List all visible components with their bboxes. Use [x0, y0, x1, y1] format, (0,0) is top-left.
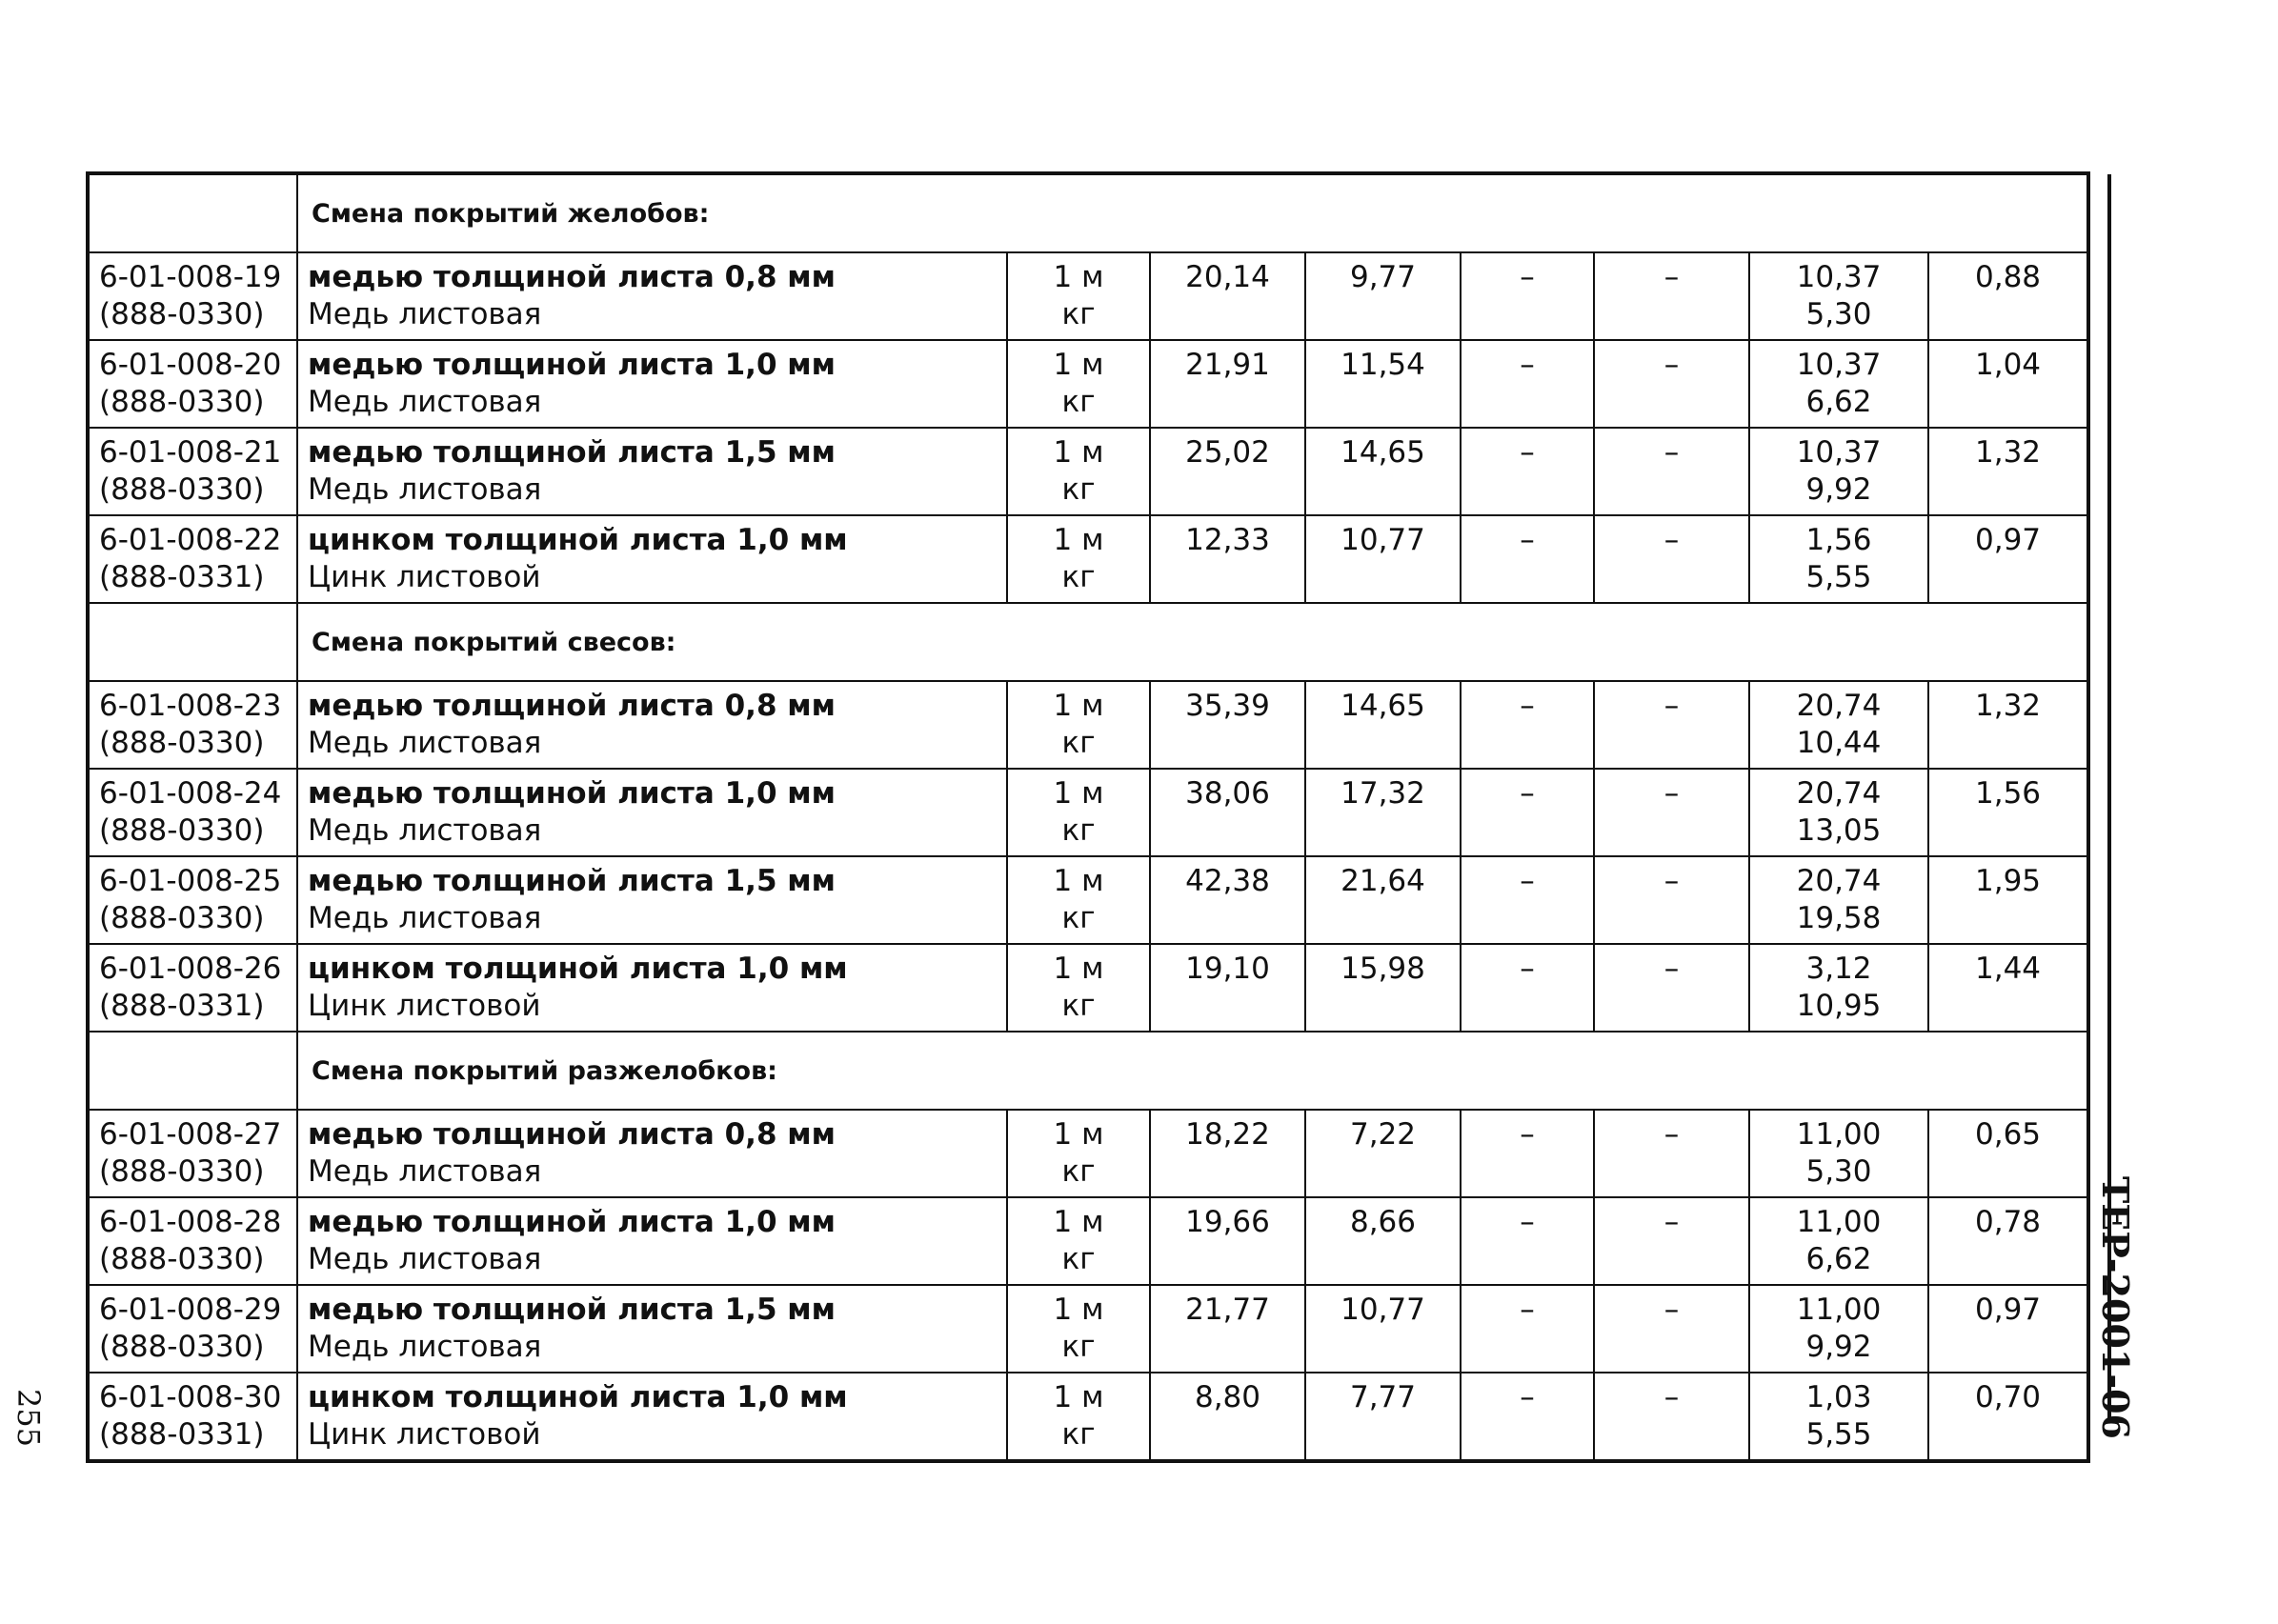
resource-code: (888-0330) [99, 726, 265, 760]
materials-cost: 1,56 [1805, 523, 1872, 557]
total-cost: 21,77 [1185, 1293, 1270, 1327]
wages: 7,22 [1349, 1117, 1417, 1152]
material-quantity: 6,62 [1805, 1242, 1872, 1276]
rate-code: 6-01-008-26 [99, 952, 282, 986]
description-cell [297, 1197, 1007, 1285]
machines-value: – [1520, 1117, 1535, 1152]
machinist-wages-cell [1594, 944, 1749, 1032]
code-cell [88, 1285, 297, 1373]
materials-cell [1749, 769, 1928, 856]
machines-value: – [1520, 1205, 1535, 1239]
materials-cell [1749, 1110, 1928, 1197]
material-unit: кг [1061, 901, 1096, 935]
machinist-wages-cell [1594, 515, 1749, 603]
resource-code: (888-0331) [99, 1417, 265, 1452]
unit-cell [1007, 1197, 1150, 1285]
work-name: цинком толщиной листа 1,0 мм [308, 952, 848, 986]
material-unit: кг [1061, 1330, 1096, 1364]
materials-cell [1749, 856, 1928, 944]
machines-cell [1461, 1285, 1594, 1373]
material-unit: кг [1061, 1154, 1096, 1189]
machinist-wages-value: – [1663, 776, 1680, 811]
resource-code: (888-0330) [99, 1242, 265, 1276]
work-name: медью толщиной листа 1,0 мм [308, 348, 836, 382]
labor-cell [1928, 1285, 2088, 1373]
total-cost: 18,22 [1185, 1117, 1270, 1152]
labor-cell [1928, 1197, 2088, 1285]
resource-code: (888-0331) [99, 989, 265, 1023]
work-name: медью толщиной листа 1,5 мм [308, 864, 836, 898]
unit-cell [1007, 428, 1150, 515]
wages: 17,32 [1341, 776, 1425, 811]
material-quantity: 5,30 [1805, 1154, 1872, 1189]
unit: 1 м [1053, 348, 1104, 382]
total-cost: 42,38 [1185, 864, 1270, 898]
material-name: Медь листовая [308, 726, 542, 760]
total-cost-cell [1150, 1110, 1305, 1197]
work-name: медью толщиной листа 0,8 мм [308, 689, 836, 723]
total-cost-cell [1150, 515, 1305, 603]
machinist-wages-value: – [1663, 523, 1680, 557]
description-cell [297, 681, 1007, 769]
work-name: медью толщиной листа 1,0 мм [308, 776, 836, 811]
materials-cost: 11,00 [1796, 1205, 1882, 1239]
section-title: Смена покрытий разжелобков: [312, 1055, 777, 1086]
materials-cost: 11,00 [1796, 1293, 1882, 1327]
material-unit: кг [1061, 472, 1096, 507]
materials-cell [1749, 1197, 1928, 1285]
table-row [88, 428, 2088, 515]
materials-cost: 20,74 [1796, 689, 1882, 723]
total-cost: 38,06 [1185, 776, 1270, 811]
total-cost: 20,14 [1185, 260, 1270, 294]
section-header-row [88, 1032, 2088, 1110]
total-cost-cell [1150, 340, 1305, 428]
wages: 8,66 [1349, 1205, 1417, 1239]
material-unit: кг [1061, 1417, 1096, 1452]
table-row [88, 515, 2088, 603]
machines-value: – [1520, 952, 1535, 986]
unit: 1 м [1053, 435, 1104, 470]
material-name: Медь листовая [308, 1154, 542, 1189]
total-cost-cell [1150, 1373, 1305, 1461]
empty-code-cell [88, 603, 297, 681]
material-unit: кг [1061, 1242, 1096, 1276]
unit: 1 м [1053, 260, 1104, 294]
table-row [88, 944, 2088, 1032]
materials-cell [1749, 428, 1928, 515]
table-row [88, 769, 2088, 856]
wages-cell [1305, 769, 1461, 856]
labor-value: 1,32 [1975, 689, 2042, 723]
description-cell [297, 515, 1007, 603]
machines-value: – [1520, 523, 1535, 557]
description-cell [297, 1373, 1007, 1461]
machines-cell [1461, 252, 1594, 340]
labor-value: 0,97 [1975, 1293, 2042, 1327]
description-cell [297, 428, 1007, 515]
machinist-wages-cell [1594, 340, 1749, 428]
unit-cell [1007, 944, 1150, 1032]
unit-cell [1007, 681, 1150, 769]
unit-cell [1007, 1373, 1150, 1461]
work-name: цинком толщиной листа 1,0 мм [308, 1380, 848, 1414]
code-cell [88, 1110, 297, 1197]
total-cost-cell [1150, 769, 1305, 856]
resource-code: (888-0330) [99, 901, 265, 935]
materials-cell [1749, 515, 1928, 603]
code-cell [88, 252, 297, 340]
table-row [88, 681, 2088, 769]
material-unit: кг [1061, 297, 1096, 331]
description-cell [297, 1285, 1007, 1373]
total-cost: 19,10 [1185, 952, 1270, 986]
labor-value: 1,32 [1975, 435, 2042, 470]
machinist-wages-value: – [1663, 435, 1680, 470]
resource-code: (888-0330) [99, 1330, 265, 1364]
section-title: Смена покрытий желобов: [312, 198, 710, 229]
section-title-cell [297, 603, 2088, 681]
materials-cost: 3,12 [1805, 952, 1872, 986]
labor-cell [1928, 681, 2088, 769]
machinist-wages-value: – [1663, 864, 1680, 898]
page-number: 255 [10, 1389, 47, 1448]
unit-cell [1007, 1110, 1150, 1197]
document-code-label: ТЕР-2001-06 [2094, 1175, 2137, 1439]
resource-code: (888-0330) [99, 813, 265, 848]
unit: 1 м [1053, 1205, 1104, 1239]
machines-cell [1461, 340, 1594, 428]
wages: 14,65 [1341, 435, 1425, 470]
rate-code: 6-01-008-21 [99, 435, 282, 470]
material-quantity: 13,05 [1796, 813, 1882, 848]
wages-cell [1305, 1197, 1461, 1285]
material-name: Медь листовая [308, 901, 542, 935]
material-quantity: 9,92 [1805, 472, 1872, 507]
materials-cost: 10,37 [1796, 260, 1882, 294]
material-quantity: 5,30 [1805, 297, 1872, 331]
description-cell [297, 1110, 1007, 1197]
section-header-row [88, 603, 2088, 681]
material-quantity: 9,92 [1805, 1330, 1872, 1364]
description-cell [297, 944, 1007, 1032]
work-name: медью толщиной листа 1,5 мм [308, 1293, 836, 1327]
machinist-wages-value: – [1663, 1205, 1680, 1239]
unit-cell [1007, 515, 1150, 603]
material-name: Цинк листовой [308, 1417, 541, 1452]
unit: 1 м [1053, 689, 1104, 723]
machines-value: – [1520, 689, 1535, 723]
wages-cell [1305, 1373, 1461, 1461]
machinist-wages-value: – [1663, 1380, 1680, 1414]
labor-cell [1928, 856, 2088, 944]
rate-code: 6-01-008-25 [99, 864, 282, 898]
wages-cell [1305, 944, 1461, 1032]
rate-code: 6-01-008-30 [99, 1380, 282, 1414]
table-body [88, 173, 2088, 1461]
total-cost-cell [1150, 1197, 1305, 1285]
machines-cell [1461, 944, 1594, 1032]
total-cost: 21,91 [1185, 348, 1270, 382]
machines-value: – [1520, 776, 1535, 811]
resource-code: (888-0331) [99, 560, 265, 594]
table-row [88, 1110, 2088, 1197]
wages: 10,77 [1341, 523, 1425, 557]
material-name: Медь листовая [308, 1242, 542, 1276]
labor-cell [1928, 1110, 2088, 1197]
material-quantity: 5,55 [1805, 560, 1872, 594]
table-row [88, 1373, 2088, 1461]
wages: 7,77 [1349, 1380, 1417, 1414]
machinist-wages-value: – [1663, 689, 1680, 723]
work-name: медью толщиной листа 1,0 мм [308, 1205, 836, 1239]
total-cost-cell [1150, 252, 1305, 340]
rate-code: 6-01-008-28 [99, 1205, 282, 1239]
empty-code-cell [88, 1032, 297, 1110]
machines-value: – [1520, 1380, 1535, 1414]
material-name: Медь листовая [308, 472, 542, 507]
machines-value: – [1520, 260, 1535, 294]
material-name: Медь листовая [308, 813, 542, 848]
code-cell [88, 515, 297, 603]
wages: 11,54 [1341, 348, 1425, 382]
material-name: Медь листовая [308, 1330, 542, 1364]
labor-cell [1928, 1373, 2088, 1461]
table-row [88, 340, 2088, 428]
labor-cell [1928, 252, 2088, 340]
machines-value: – [1520, 348, 1535, 382]
wages: 21,64 [1341, 864, 1425, 898]
wages: 9,77 [1349, 260, 1417, 294]
total-cost-cell [1150, 856, 1305, 944]
machines-value: – [1520, 435, 1535, 470]
material-unit: кг [1061, 989, 1096, 1023]
table-row [88, 252, 2088, 340]
code-cell [88, 769, 297, 856]
rate-code: 6-01-008-23 [99, 689, 282, 723]
machinist-wages-cell [1594, 428, 1749, 515]
material-name: Цинк листовой [308, 989, 541, 1023]
material-quantity: 10,95 [1796, 989, 1882, 1023]
machines-cell [1461, 856, 1594, 944]
machinist-wages-cell [1594, 1197, 1749, 1285]
rate-code: 6-01-008-20 [99, 348, 282, 382]
material-quantity: 19,58 [1796, 901, 1882, 935]
wages-cell [1305, 1110, 1461, 1197]
machinist-wages-value: – [1663, 260, 1680, 294]
unit-cell [1007, 769, 1150, 856]
wages-cell [1305, 681, 1461, 769]
total-cost: 25,02 [1185, 435, 1270, 470]
materials-cost: 1,03 [1805, 1380, 1872, 1414]
machines-cell [1461, 1373, 1594, 1461]
machinist-wages-cell [1594, 1110, 1749, 1197]
rate-code: 6-01-008-27 [99, 1117, 282, 1152]
code-cell [88, 428, 297, 515]
code-cell [88, 1197, 297, 1285]
wages-cell [1305, 428, 1461, 515]
materials-cost: 20,74 [1796, 864, 1882, 898]
labor-cell [1928, 944, 2088, 1032]
machinist-wages-cell [1594, 1373, 1749, 1461]
total-cost-cell [1150, 681, 1305, 769]
labor-cell [1928, 340, 2088, 428]
empty-code-cell [88, 173, 297, 252]
total-cost: 19,66 [1185, 1205, 1270, 1239]
material-unit: кг [1061, 385, 1096, 419]
unit: 1 м [1053, 864, 1104, 898]
section-header-row [88, 173, 2088, 252]
materials-cell [1749, 252, 1928, 340]
description-cell [297, 856, 1007, 944]
machinist-wages-value: – [1663, 1117, 1680, 1152]
description-cell [297, 769, 1007, 856]
machines-cell [1461, 769, 1594, 856]
rates-table [86, 171, 2090, 1463]
code-cell [88, 681, 297, 769]
total-cost: 35,39 [1185, 689, 1270, 723]
wages: 14,65 [1341, 689, 1425, 723]
wages: 10,77 [1341, 1293, 1425, 1327]
machinist-wages-cell [1594, 856, 1749, 944]
resource-code: (888-0330) [99, 297, 265, 331]
total-cost-cell [1150, 1285, 1305, 1373]
work-name: медью толщиной листа 0,8 мм [308, 260, 836, 294]
machines-value: – [1520, 864, 1535, 898]
resource-code: (888-0330) [99, 385, 265, 419]
unit: 1 м [1053, 1117, 1104, 1152]
material-name: Медь листовая [308, 297, 542, 331]
rate-code: 6-01-008-19 [99, 260, 282, 294]
labor-value: 0,97 [1975, 523, 2042, 557]
labor-cell [1928, 428, 2088, 515]
machinist-wages-value: – [1663, 348, 1680, 382]
unit: 1 м [1053, 952, 1104, 986]
machines-cell [1461, 428, 1594, 515]
labor-cell [1928, 515, 2088, 603]
material-unit: кг [1061, 560, 1096, 594]
machinist-wages-value: – [1663, 952, 1680, 986]
code-cell [88, 1373, 297, 1461]
labor-value: 0,65 [1975, 1117, 2042, 1152]
wages-cell [1305, 340, 1461, 428]
unit-cell [1007, 252, 1150, 340]
code-cell [88, 944, 297, 1032]
unit-cell [1007, 856, 1150, 944]
description-cell [297, 340, 1007, 428]
description-cell [297, 252, 1007, 340]
code-cell [88, 340, 297, 428]
table-row [88, 1285, 2088, 1373]
materials-cell [1749, 681, 1928, 769]
labor-value: 0,88 [1975, 260, 2042, 294]
material-quantity: 6,62 [1805, 385, 1872, 419]
machinist-wages-cell [1594, 252, 1749, 340]
total-cost: 12,33 [1185, 523, 1270, 557]
labor-value: 0,70 [1975, 1380, 2042, 1414]
material-unit: кг [1061, 813, 1096, 848]
unit: 1 м [1053, 523, 1104, 557]
work-name: медью толщиной листа 0,8 мм [308, 1117, 836, 1152]
wages: 15,98 [1341, 952, 1425, 986]
labor-value: 0,78 [1975, 1205, 2042, 1239]
materials-cell [1749, 340, 1928, 428]
materials-cost: 10,37 [1796, 435, 1882, 470]
materials-cell [1749, 944, 1928, 1032]
work-name: цинком толщиной листа 1,0 мм [308, 523, 848, 557]
resource-code: (888-0330) [99, 1154, 265, 1189]
wages-cell [1305, 856, 1461, 944]
machines-cell [1461, 681, 1594, 769]
section-title: Смена покрытий свесов: [312, 627, 676, 657]
rate-code: 6-01-008-29 [99, 1293, 282, 1327]
wages-cell [1305, 515, 1461, 603]
materials-cost: 11,00 [1796, 1117, 1882, 1152]
table-row [88, 856, 2088, 944]
machines-cell [1461, 1197, 1594, 1285]
rate-code: 6-01-008-24 [99, 776, 282, 811]
section-title-cell [297, 1032, 2088, 1110]
machinist-wages-value: – [1663, 1293, 1680, 1327]
unit-cell [1007, 1285, 1150, 1373]
material-name: Медь листовая [308, 385, 542, 419]
material-name: Цинк листовой [308, 560, 541, 594]
machinist-wages-cell [1594, 681, 1749, 769]
materials-cell [1749, 1285, 1928, 1373]
machines-cell [1461, 1110, 1594, 1197]
labor-value: 1,95 [1975, 864, 2042, 898]
resource-code: (888-0330) [99, 472, 265, 507]
unit: 1 м [1053, 776, 1104, 811]
total-cost-cell [1150, 944, 1305, 1032]
unit: 1 м [1053, 1293, 1104, 1327]
total-cost-cell [1150, 428, 1305, 515]
labor-value: 1,44 [1975, 952, 2042, 986]
materials-cost: 10,37 [1796, 348, 1882, 382]
machines-cell [1461, 515, 1594, 603]
labor-value: 1,56 [1975, 776, 2042, 811]
total-cost: 8,80 [1194, 1380, 1261, 1414]
rate-code: 6-01-008-22 [99, 523, 282, 557]
wages-cell [1305, 252, 1461, 340]
materials-cost: 20,74 [1796, 776, 1882, 811]
material-quantity: 5,55 [1805, 1417, 1872, 1452]
unit: 1 м [1053, 1380, 1104, 1414]
section-title-cell [297, 173, 2088, 252]
wages-cell [1305, 1285, 1461, 1373]
machines-value: – [1520, 1293, 1535, 1327]
work-name: медью толщиной листа 1,5 мм [308, 435, 836, 470]
materials-cell [1749, 1373, 1928, 1461]
machinist-wages-cell [1594, 769, 1749, 856]
material-quantity: 10,44 [1796, 726, 1882, 760]
material-unit: кг [1061, 726, 1096, 760]
code-cell [88, 856, 297, 944]
table-row [88, 1197, 2088, 1285]
unit-cell [1007, 340, 1150, 428]
machinist-wages-cell [1594, 1285, 1749, 1373]
labor-cell [1928, 769, 2088, 856]
labor-value: 1,04 [1975, 348, 2042, 382]
